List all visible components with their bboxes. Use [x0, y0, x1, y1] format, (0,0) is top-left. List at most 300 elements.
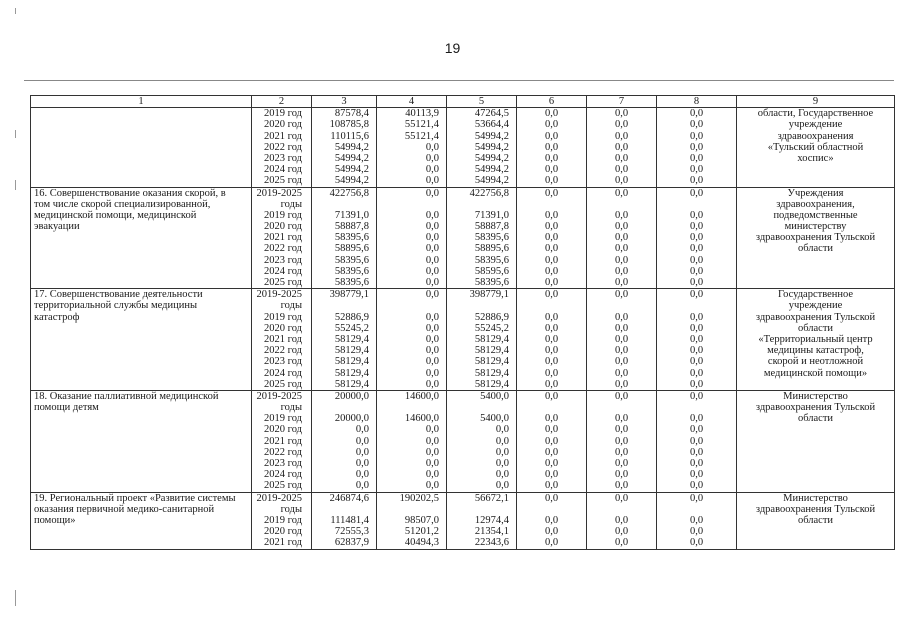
col8-cell: 0,0: [689, 378, 704, 390]
column-header: 4: [377, 96, 447, 108]
total-cell: 422756,8: [329, 187, 369, 199]
col6-cell: 0,0: [544, 424, 559, 436]
col7-cell: 0,0: [614, 289, 629, 301]
year-column: [252, 187, 312, 289]
col6-cell: 0,0: [544, 526, 559, 538]
responsible-organization: [737, 187, 895, 289]
federal-budget-column: [377, 108, 447, 187]
col7-cell: 0,0: [614, 119, 629, 131]
col6-cell: 0,0: [544, 413, 559, 425]
year-cell: 2024 год: [264, 164, 302, 176]
col7-cell: 0,0: [614, 164, 629, 176]
col7-cell: 0,0: [614, 537, 629, 549]
col8-column: [657, 492, 737, 549]
col7-cell: 0,0: [614, 277, 629, 289]
binding-margin-mark: [15, 590, 16, 606]
description-line: 19. Региональный проект «Развитие системы: [34, 492, 236, 504]
col7-cell: 0,0: [614, 345, 629, 357]
year-cell: 2020 год: [264, 119, 302, 131]
col6-cell: 0,0: [544, 175, 559, 187]
col6-cell: 0,0: [544, 492, 559, 504]
year-column: [252, 108, 312, 187]
regional-budget-cell: 5400,0: [480, 390, 509, 402]
col7-cell: 0,0: [614, 390, 629, 402]
total-column: [312, 390, 377, 492]
regional-budget-cell: 54994,2: [474, 152, 509, 164]
col6-cell: 0,0: [544, 232, 559, 244]
regional-budget-cell: 0,0: [495, 458, 509, 470]
total-cell: 108785,8: [329, 119, 369, 131]
col6-cell: 0,0: [544, 265, 559, 277]
col8-cell: 0,0: [689, 108, 704, 120]
total-cell: 54994,2: [334, 141, 369, 153]
col7-cell: 0,0: [614, 446, 629, 458]
col6-cell: [520, 504, 583, 515]
year-cell: 2019 год: [264, 108, 302, 120]
federal-budget-cell: 0,0: [425, 141, 439, 153]
total-cell: 58887,8: [334, 221, 369, 233]
year-cell: 2022 год: [264, 243, 302, 255]
col8-cell: 0,0: [689, 367, 704, 379]
col8-cell: 0,0: [689, 446, 704, 458]
regional-budget-cell: 0,0: [495, 480, 509, 492]
year-column: [252, 289, 312, 391]
federal-budget-cell: [380, 402, 443, 413]
organization-line: подведомственные: [773, 209, 858, 221]
col6-cell: 0,0: [544, 458, 559, 470]
col6-cell: 0,0: [544, 390, 559, 402]
total-cell: 0,0: [355, 424, 369, 436]
year-cell: 2019 год: [264, 311, 302, 323]
year-cell: 2019-2025: [256, 289, 302, 301]
col6-cell: 0,0: [544, 446, 559, 458]
col6-cell: 0,0: [544, 221, 559, 233]
col8-cell: 0,0: [689, 390, 704, 402]
federal-budget-cell: 40494,3: [404, 537, 439, 549]
total-cell: 58395,6: [334, 254, 369, 266]
binding-margin-mark: [15, 180, 16, 190]
federal-budget-column: [377, 390, 447, 492]
total-cell: 58895,6: [334, 243, 369, 255]
organization-line: Министерство: [783, 492, 848, 504]
regional-budget-cell: 54994,2: [474, 141, 509, 153]
col7-column: [587, 289, 657, 391]
year-cell: 2021 год: [264, 435, 302, 447]
regional-budget-cell: 12974,4: [474, 514, 509, 526]
col7-cell: 0,0: [614, 322, 629, 334]
federal-budget-cell: 0,0: [425, 367, 439, 379]
organization-line: здравоохранения Тульской: [755, 311, 876, 323]
col8-cell: 0,0: [689, 435, 704, 447]
col7-cell: 0,0: [614, 175, 629, 187]
description-line: катастроф: [34, 311, 80, 323]
federal-budget-cell: [380, 504, 443, 515]
federal-budget-cell: 0,0: [425, 187, 439, 199]
regional-budget-cell: 5400,0: [480, 413, 509, 425]
federal-budget-cell: 0,0: [425, 243, 439, 255]
organization-line: учреждение: [788, 119, 843, 131]
col8-cell: 0,0: [689, 526, 704, 538]
year-cell: 2019 год: [264, 209, 302, 221]
col8-cell: 0,0: [689, 221, 704, 233]
year-cell: 2025 год: [264, 277, 302, 289]
program-row: [31, 390, 895, 492]
col8-cell: 0,0: [689, 289, 704, 301]
federal-budget-cell: 0,0: [425, 356, 439, 368]
total-cell: 52886,9: [334, 311, 369, 323]
col6-cell: 0,0: [544, 514, 559, 526]
column-header: 7: [587, 96, 657, 108]
organization-line: медицинской помощи»: [763, 367, 868, 379]
col8-cell: 0,0: [689, 537, 704, 549]
total-cell: 111481,4: [330, 514, 369, 526]
col8-column: [657, 390, 737, 492]
col6-cell: 0,0: [544, 469, 559, 481]
federal-budget-column: [377, 187, 447, 289]
col7-cell: 0,0: [614, 108, 629, 120]
year-cell: 2022 год: [264, 446, 302, 458]
federal-budget-column: [377, 492, 447, 549]
description-line: 18. Оказание паллиативной медицинской: [34, 390, 219, 402]
col7-cell: 0,0: [614, 514, 629, 526]
program-row: [31, 289, 895, 391]
year-cell: 2019-2025: [256, 390, 302, 402]
regional-budget-cell: 58129,4: [474, 367, 509, 379]
regional-budget-cell: 58129,4: [474, 333, 509, 345]
federal-budget-cell: 55121,4: [404, 130, 439, 142]
col6-cell: 0,0: [544, 130, 559, 142]
col6-cell: 0,0: [544, 141, 559, 153]
column-header: 3: [312, 96, 377, 108]
responsible-organization: [737, 492, 895, 549]
federal-budget-cell: 0,0: [425, 333, 439, 345]
organization-line: Государственное: [777, 289, 854, 301]
regional-budget-cell: 422756,8: [469, 187, 509, 199]
year-cell: 2020 год: [264, 424, 302, 436]
regional-budget-cell: 54994,2: [474, 130, 509, 142]
col7-column: [587, 390, 657, 492]
regional-budget-cell: [450, 300, 513, 311]
regional-budget-cell: 58395,6: [474, 232, 509, 244]
organization-line: здравоохранения Тульской: [755, 402, 876, 414]
organization-line: области: [797, 514, 834, 526]
program-row: [31, 108, 895, 187]
total-cell: 398779,1: [329, 289, 369, 301]
col7-cell: [590, 300, 653, 311]
total-cell: [315, 199, 373, 210]
col6-cell: 0,0: [544, 108, 559, 120]
col6-cell: 0,0: [544, 480, 559, 492]
col8-cell: 0,0: [689, 492, 704, 504]
total-cell: 62837,9: [334, 537, 369, 549]
regional-budget-column: [447, 289, 517, 391]
federal-budget-cell: 0,0: [425, 164, 439, 176]
regional-budget-cell: 58395,6: [474, 277, 509, 289]
regional-budget-cell: 58595,6: [474, 265, 509, 277]
year-cell: 2019-2025: [256, 492, 302, 504]
year-cell: 2023 год: [264, 254, 302, 266]
total-cell: 110115,6: [330, 130, 369, 142]
col8-cell: 0,0: [689, 514, 704, 526]
col8-cell: 0,0: [689, 277, 704, 289]
col6-cell: 0,0: [544, 311, 559, 323]
col8-cell: 0,0: [689, 119, 704, 131]
total-cell: 58129,4: [334, 367, 369, 379]
year-cell: 2021 год: [264, 333, 302, 345]
col6-cell: 0,0: [544, 435, 559, 447]
year-cell: 2019 год: [264, 413, 302, 425]
regional-budget-cell: 22343,6: [474, 537, 509, 549]
total-cell: 58129,4: [334, 333, 369, 345]
federal-budget-cell: 0,0: [425, 345, 439, 357]
federal-budget-cell: 0,0: [425, 446, 439, 458]
organization-line: здравоохранения Тульской: [755, 503, 876, 515]
measure-description: [31, 492, 252, 549]
col6-cell: 0,0: [544, 289, 559, 301]
organization-line: области: [797, 322, 834, 334]
col7-column: [587, 187, 657, 289]
description-line: том числе скорой специализированной,: [34, 198, 211, 210]
col8-cell: 0,0: [689, 130, 704, 142]
col7-cell: [590, 402, 653, 413]
year-cell: 2025 год: [264, 378, 302, 390]
federal-budget-cell: 0,0: [425, 435, 439, 447]
col6-cell: 0,0: [544, 378, 559, 390]
col7-cell: 0,0: [614, 311, 629, 323]
total-cell: 58395,6: [334, 265, 369, 277]
col7-cell: 0,0: [614, 209, 629, 221]
regional-budget-cell: 58129,4: [474, 345, 509, 357]
total-cell: 0,0: [355, 435, 369, 447]
col6-cell: 0,0: [544, 254, 559, 266]
federal-budget-cell: 0,0: [425, 254, 439, 266]
col8-cell: 0,0: [689, 424, 704, 436]
year-cell: 2019-2025: [256, 187, 302, 199]
year-column: [252, 390, 312, 492]
federal-budget-column: [377, 289, 447, 391]
col7-cell: 0,0: [614, 221, 629, 233]
federal-budget-cell: 51201,2: [404, 526, 439, 538]
binding-margin-mark: [15, 130, 16, 138]
description-line: эвакуации: [34, 221, 80, 233]
organization-line: области, Государственное: [757, 108, 874, 120]
year-cell: годы: [280, 300, 302, 312]
total-cell: 58395,6: [334, 232, 369, 244]
col7-cell: 0,0: [614, 152, 629, 164]
col8-column: [657, 289, 737, 391]
federal-budget-cell: [380, 199, 443, 210]
organization-line: здравоохранения,: [776, 198, 855, 210]
federal-budget-cell: 98507,0: [404, 514, 439, 526]
column-header: 1: [31, 96, 252, 108]
year-cell: 2022 год: [264, 345, 302, 357]
col7-column: [587, 108, 657, 187]
col8-cell: 0,0: [689, 356, 704, 368]
col8-column: [657, 108, 737, 187]
year-cell: 2021 год: [264, 537, 302, 549]
federal-budget-cell: 14600,0: [404, 390, 439, 402]
measure-description: [31, 108, 252, 187]
col7-cell: 0,0: [614, 232, 629, 244]
federal-budget-cell: 0,0: [425, 277, 439, 289]
regional-budget-cell: [450, 199, 513, 210]
col7-cell: [590, 504, 653, 515]
col8-column: [657, 187, 737, 289]
organization-line: «Тульский областной: [767, 141, 864, 153]
col7-cell: [590, 199, 653, 210]
organization-line: Министерство: [783, 390, 848, 402]
col7-cell: 0,0: [614, 130, 629, 142]
federal-budget-cell: 0,0: [425, 311, 439, 323]
col6-cell: 0,0: [544, 277, 559, 289]
column-number-row: [31, 96, 895, 108]
measure-description: [31, 390, 252, 492]
year-cell: 2025 год: [264, 175, 302, 187]
column-header: 6: [517, 96, 587, 108]
federal-budget-cell: 0,0: [425, 209, 439, 221]
total-cell: [315, 504, 373, 515]
column-header: 5: [447, 96, 517, 108]
responsible-organization: [737, 289, 895, 391]
federal-budget-cell: 0,0: [425, 221, 439, 233]
col8-cell: 0,0: [689, 458, 704, 470]
regional-budget-column: [447, 187, 517, 289]
year-cell: годы: [280, 503, 302, 515]
column-header: 8: [657, 96, 737, 108]
total-cell: 20000,0: [334, 413, 369, 425]
total-cell: 0,0: [355, 480, 369, 492]
total-cell: 58129,4: [334, 345, 369, 357]
col7-cell: 0,0: [614, 458, 629, 470]
regional-budget-cell: 58887,8: [474, 221, 509, 233]
col7-cell: 0,0: [614, 480, 629, 492]
col6-cell: [520, 199, 583, 210]
col8-cell: [660, 504, 733, 515]
year-cell: 2025 год: [264, 480, 302, 492]
regional-budget-cell: 58129,4: [474, 378, 509, 390]
federal-budget-cell: 0,0: [425, 289, 439, 301]
year-cell: 2020 год: [264, 322, 302, 334]
col7-cell: 0,0: [614, 413, 629, 425]
col6-cell: 0,0: [544, 243, 559, 255]
regional-budget-cell: 58129,4: [474, 356, 509, 368]
organization-line: министерству: [784, 221, 847, 233]
col8-cell: 0,0: [689, 232, 704, 244]
col7-cell: 0,0: [614, 424, 629, 436]
regional-budget-cell: 0,0: [495, 469, 509, 481]
total-cell: 54994,2: [334, 175, 369, 187]
col6-cell: 0,0: [544, 187, 559, 199]
total-cell: 0,0: [355, 458, 369, 470]
regional-budget-cell: 52886,9: [474, 311, 509, 323]
organization-line: хоспис»: [797, 152, 834, 164]
measure-description: [31, 187, 252, 289]
col8-cell: 0,0: [689, 254, 704, 266]
col8-cell: 0,0: [689, 152, 704, 164]
federal-budget-cell: 0,0: [425, 378, 439, 390]
organization-line: медицины катастроф,: [767, 345, 864, 357]
year-cell: 2020 год: [264, 221, 302, 233]
year-cell: 2022 год: [264, 141, 302, 153]
federal-budget-cell: 0,0: [425, 265, 439, 277]
col7-cell: 0,0: [614, 254, 629, 266]
description-line: помощи»: [34, 514, 76, 526]
col8-cell: 0,0: [689, 265, 704, 277]
total-cell: 71391,0: [334, 209, 369, 221]
col8-cell: 0,0: [689, 187, 704, 199]
year-cell: 2023 год: [264, 458, 302, 470]
year-cell: 2024 год: [264, 367, 302, 379]
organization-line: области: [797, 243, 834, 255]
col8-cell: 0,0: [689, 243, 704, 255]
federal-budget-cell: 55121,4: [404, 119, 439, 131]
total-cell: 87578,4: [334, 108, 369, 120]
total-column: [312, 289, 377, 391]
col7-cell: 0,0: [614, 141, 629, 153]
col7-cell: 0,0: [614, 492, 629, 504]
federal-budget-cell: 0,0: [425, 458, 439, 470]
col8-cell: 0,0: [689, 164, 704, 176]
year-cell: годы: [280, 198, 302, 210]
federal-budget-cell: 0,0: [425, 480, 439, 492]
col6-cell: 0,0: [544, 356, 559, 368]
total-cell: 58129,4: [334, 378, 369, 390]
col6-column: [517, 108, 587, 187]
regional-budget-cell: 47264,5: [474, 108, 509, 120]
regional-budget-column: [447, 390, 517, 492]
total-cell: 58395,6: [334, 277, 369, 289]
total-cell: 55245,2: [334, 322, 369, 334]
description-line: помощи детям: [34, 402, 99, 414]
col6-cell: 0,0: [544, 333, 559, 345]
col6-cell: 0,0: [544, 322, 559, 334]
regional-budget-cell: 58395,6: [474, 254, 509, 266]
description-line: 17. Совершенствование деятельности: [34, 289, 203, 301]
federal-budget-cell: 0,0: [425, 469, 439, 481]
measure-description: [31, 289, 252, 391]
col8-cell: [660, 300, 733, 311]
year-cell: 2019 год: [264, 514, 302, 526]
col6-cell: 0,0: [544, 119, 559, 131]
col8-cell: 0,0: [689, 333, 704, 345]
total-cell: [315, 402, 373, 413]
col6-column: [517, 492, 587, 549]
regional-budget-cell: 0,0: [495, 424, 509, 436]
total-cell: [315, 300, 373, 311]
col6-column: [517, 187, 587, 289]
col8-cell: 0,0: [689, 311, 704, 323]
federal-budget-cell: 190202,5: [399, 492, 439, 504]
col8-cell: 0,0: [689, 413, 704, 425]
col6-cell: [520, 402, 583, 413]
organization-line: здравоохранения: [777, 130, 854, 142]
organization-line: учреждение: [788, 300, 843, 312]
year-cell: 2023 год: [264, 152, 302, 164]
col8-cell: [660, 199, 733, 210]
regional-budget-cell: 54994,2: [474, 164, 509, 176]
col7-cell: 0,0: [614, 187, 629, 199]
regional-budget-cell: 55245,2: [474, 322, 509, 334]
regional-budget-column: [447, 492, 517, 549]
responsible-organization: [737, 390, 895, 492]
description-line: медицинской помощи, медицинской: [34, 209, 197, 221]
header-rule: [24, 80, 894, 81]
col8-cell: 0,0: [689, 209, 704, 221]
regional-budget-cell: 54994,2: [474, 175, 509, 187]
year-cell: 2024 год: [264, 265, 302, 277]
col7-cell: 0,0: [614, 526, 629, 538]
regional-budget-cell: 71391,0: [474, 209, 509, 221]
